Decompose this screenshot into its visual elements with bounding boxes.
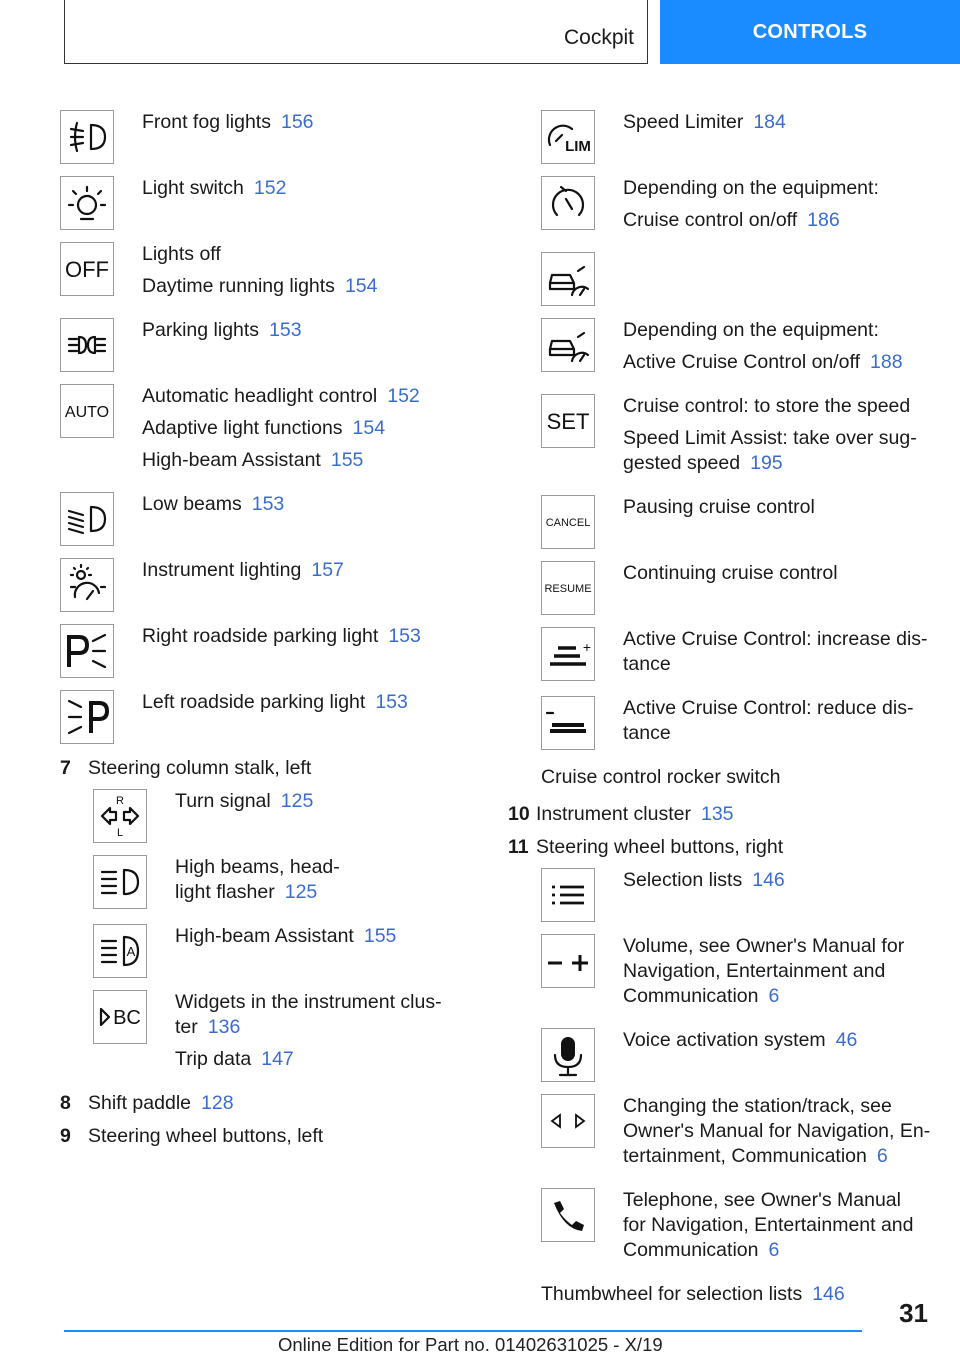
item-label: Active Cruise Control: increase dis- tance	[623, 628, 928, 675]
thumbwheel-caption: Thumbwheel for selection lists 146	[541, 1283, 845, 1305]
legend-item	[541, 934, 938, 1016]
footer-edition: Online Edition for Part no. 01402631025 - X/19	[278, 1334, 663, 1355]
item-label: Trip data	[175, 1048, 252, 1070]
page-link[interactable]: 125	[284, 881, 318, 903]
legend-item-text	[142, 492, 284, 524]
legend-item	[93, 855, 480, 912]
legend-item-text	[142, 384, 420, 480]
legend-item	[541, 561, 938, 615]
front-fog-light-icon	[61, 111, 113, 163]
page-link[interactable]: 153	[388, 625, 421, 647]
cruise-control-icon	[542, 177, 594, 229]
page-link[interactable]: 153	[269, 319, 302, 341]
legend-item-text	[623, 561, 838, 593]
turn-signal-icon	[93, 789, 147, 843]
page-link[interactable]: 6	[768, 1239, 780, 1261]
legend-item	[60, 318, 480, 372]
light-switch-icon	[60, 176, 114, 230]
left-parking-light-icon	[60, 690, 114, 744]
active-cruise-icon	[541, 252, 595, 306]
section-10: 10 Instrument cluster 135	[508, 803, 734, 825]
item-label: Instrument lighting	[142, 559, 302, 581]
speed-limiter-icon	[541, 110, 595, 164]
legend-item	[541, 318, 938, 382]
page-number: 31	[899, 1298, 928, 1328]
item-label: Adaptive light functions	[142, 417, 343, 439]
page-link[interactable]: 195	[750, 452, 783, 474]
item-label: Active Cruise Control on/off	[623, 351, 860, 373]
high-beam-assistant-icon	[94, 925, 146, 977]
item-line	[623, 561, 838, 586]
active-cruise-icon	[542, 253, 594, 305]
svg-text:BC: BC	[113, 1007, 141, 1029]
legend-item-text	[623, 1094, 930, 1176]
page-link[interactable]: 136	[207, 1016, 241, 1038]
set-icon	[542, 395, 594, 447]
page-link[interactable]: 153	[375, 691, 408, 713]
legend-item	[541, 1188, 938, 1270]
header-frame	[64, 0, 648, 64]
light-switch-icon	[61, 177, 113, 229]
item-label: High beams, head- light flasher	[175, 856, 340, 903]
page-link[interactable]: 128	[201, 1092, 234, 1114]
page-link[interactable]: 46	[835, 1029, 858, 1051]
item-line	[623, 394, 917, 419]
item-label: Parking lights	[142, 319, 260, 341]
item-label: Right roadside parking light	[142, 625, 379, 647]
legend-item-text	[175, 855, 340, 912]
legend-item	[541, 627, 938, 684]
item-label: Continuing cruise control	[623, 562, 838, 584]
auto-icon	[60, 384, 114, 438]
item-label: Cruise control on/off	[623, 209, 798, 231]
page-link[interactable]: 186	[807, 209, 840, 231]
item-line	[175, 789, 313, 814]
item-line	[623, 934, 904, 1009]
page-link[interactable]: 153	[251, 493, 285, 515]
item-line	[142, 176, 286, 201]
legend-item	[541, 394, 938, 483]
legend-item-text	[623, 495, 815, 527]
page-link[interactable]: 146	[812, 1283, 845, 1305]
off-icon	[61, 243, 113, 295]
page-link[interactable]: 6	[768, 985, 780, 1007]
legend-item	[541, 110, 938, 164]
auto-icon	[61, 385, 113, 437]
legend-item	[60, 176, 480, 230]
item-label: Low beams	[142, 493, 242, 515]
item-label: High-beam Assistant	[175, 925, 354, 947]
legend-item-text	[142, 558, 344, 590]
page-link[interactable]: 157	[311, 559, 344, 581]
left-parking-light-icon	[61, 691, 113, 743]
item-line	[142, 384, 420, 409]
active-cruise-icon	[541, 318, 595, 372]
legend-item	[93, 924, 480, 978]
selection-list-icon	[541, 868, 595, 922]
resume-icon	[541, 561, 595, 615]
page-link[interactable]: 152	[253, 177, 287, 199]
legend-item-text	[623, 394, 917, 483]
page-link[interactable]: 135	[700, 803, 734, 825]
legend-item	[60, 690, 480, 744]
item-line	[623, 1094, 930, 1169]
legend-item-text	[623, 627, 928, 684]
item-line	[142, 274, 377, 299]
right-column	[508, 110, 938, 1319]
item-line	[142, 242, 377, 267]
page-link[interactable]: 6	[876, 1145, 888, 1167]
item-label: Lights off	[142, 243, 221, 265]
svg-text:CANCEL: CANCEL	[545, 516, 591, 529]
item-label: Cruise control: to store the speed	[623, 395, 911, 417]
svg-text:+: +	[582, 639, 592, 655]
legend-item-text	[142, 318, 302, 350]
legend-item	[60, 384, 480, 480]
item-line	[623, 696, 913, 746]
page-link[interactable]: 155	[330, 449, 364, 471]
legend-item	[541, 868, 938, 922]
turn-signal-icon	[94, 790, 146, 842]
item-label: Turn signal	[175, 790, 271, 812]
legend-item	[541, 1028, 938, 1082]
page-link[interactable]: 156	[280, 111, 314, 133]
legend-item	[60, 242, 480, 306]
page-link[interactable]: 152	[387, 385, 420, 407]
item-line	[142, 318, 302, 343]
legend-item-text	[623, 696, 913, 753]
microphone-icon	[541, 1028, 595, 1082]
item-line	[175, 855, 340, 905]
off-icon	[60, 242, 114, 296]
item-label: Speed Limiter	[623, 111, 744, 133]
page-link[interactable]: 154	[352, 417, 386, 439]
page-link[interactable]: 184	[753, 111, 786, 133]
telephone-icon	[541, 1188, 595, 1242]
svg-text:OFF: OFF	[65, 256, 109, 282]
legend-item-text	[623, 1028, 857, 1060]
volume-icon	[541, 934, 595, 988]
item-line	[142, 492, 284, 517]
parking-lights-icon	[61, 319, 113, 371]
section-8: 8 Shift paddle 128	[60, 1092, 234, 1114]
item-label: Light switch	[142, 177, 244, 199]
active-cruise-icon	[542, 319, 594, 371]
item-line	[623, 1028, 857, 1053]
page-link[interactable]: 147	[261, 1048, 294, 1070]
item-line	[142, 416, 420, 441]
item-label: Front fog lights	[142, 111, 271, 133]
item-label: Automatic headlight control	[142, 385, 378, 407]
item-line	[142, 624, 421, 649]
parking-lights-icon	[60, 318, 114, 372]
item-label: Voice activation system	[623, 1029, 826, 1051]
instrument-lighting-icon	[60, 558, 114, 612]
legend-item-text	[142, 110, 314, 142]
item-label: Selection lists	[623, 869, 743, 891]
item-line	[623, 495, 815, 520]
rocker-switch-caption: Cruise control rocker switch	[541, 766, 781, 788]
bc-icon	[94, 991, 146, 1043]
svg-text:AUTO: AUTO	[64, 403, 110, 421]
legend-item	[541, 696, 938, 753]
item-label: Depending on the equipment:	[623, 177, 879, 199]
legend-item	[60, 624, 480, 678]
legend-item	[93, 990, 480, 1079]
distance-increase-icon	[541, 627, 595, 681]
item-line	[142, 110, 314, 135]
legend-item	[541, 1094, 938, 1176]
item-line	[142, 558, 344, 583]
section-7: 7 Steering column stalk, left	[60, 757, 312, 779]
item-line	[623, 318, 903, 343]
item-label: Daytime running lights	[142, 275, 335, 297]
legend-item-text	[623, 1188, 914, 1270]
legend-item-text	[142, 624, 421, 656]
distance-decrease-icon	[542, 697, 594, 749]
distance-decrease-icon	[541, 696, 595, 750]
item-line	[623, 110, 786, 135]
svg-text:RESUME: RESUME	[544, 582, 592, 595]
speed-limiter-icon	[542, 111, 594, 163]
right-parking-light-icon	[61, 625, 113, 677]
item-line	[623, 1188, 914, 1263]
section-title: Cockpit	[563, 26, 634, 49]
item-line	[623, 350, 903, 375]
item-line	[142, 690, 408, 715]
left-column	[60, 110, 480, 1157]
instrument-lighting-icon	[61, 559, 113, 611]
legend-item	[60, 110, 480, 164]
cruise-control-icon	[541, 176, 595, 230]
front-fog-light-icon	[60, 110, 114, 164]
legend-item-text	[142, 690, 408, 722]
item-label: Depending on the equipment:	[623, 319, 879, 341]
item-label: High-beam Assistant	[142, 449, 321, 471]
high-beams-icon	[93, 855, 147, 909]
bc-icon	[93, 990, 147, 1044]
item-line	[623, 176, 879, 201]
item-label: Pausing cruise control	[623, 496, 815, 518]
cancel-icon	[542, 496, 594, 548]
telephone-icon	[542, 1189, 594, 1241]
station-track-icon	[541, 1094, 595, 1148]
legend-item	[60, 492, 480, 546]
item-label: Left roadside parking light	[142, 691, 366, 713]
legend-item-text	[175, 789, 313, 821]
microphone-icon	[542, 1029, 594, 1081]
item-line	[175, 1047, 442, 1072]
item-line	[623, 627, 928, 677]
item-line	[623, 868, 785, 893]
legend-item-text	[623, 110, 786, 142]
low-beams-icon	[61, 493, 113, 545]
item-label: Volume, see Owner's Manual for Navigation, Entertainment and Communication	[623, 935, 905, 1007]
legend-item	[541, 252, 938, 306]
section-11: 11 Steering wheel buttons, right	[508, 836, 784, 858]
legend-item-text	[623, 176, 879, 240]
chapter-tab: CONTROLS	[660, 0, 960, 64]
item-line	[142, 448, 420, 473]
legend-item	[93, 789, 480, 843]
svg-text:A: A	[126, 944, 136, 959]
item-label: Active Cruise Control: reduce dis- tance	[623, 697, 914, 744]
item-line	[175, 924, 396, 949]
legend-item-text	[142, 242, 377, 306]
legend-item-text	[175, 924, 396, 956]
legend-item-text	[623, 934, 904, 1016]
page-link[interactable]: 155	[363, 925, 397, 947]
legend-item	[60, 558, 480, 612]
svg-text:L: L	[116, 827, 124, 839]
distance-increase-icon	[542, 628, 594, 680]
legend-item-text	[623, 318, 903, 382]
station-track-icon	[542, 1095, 594, 1147]
svg-text:R: R	[116, 795, 124, 807]
page-link[interactable]: 188	[870, 351, 903, 373]
high-beams-icon	[94, 856, 146, 908]
right-parking-light-icon	[60, 624, 114, 678]
page-link[interactable]: 146	[752, 869, 785, 891]
legend-item-text	[623, 868, 785, 900]
set-icon	[541, 394, 595, 448]
legend-item	[541, 495, 938, 549]
item-line	[623, 208, 879, 233]
svg-text:SET: SET	[546, 408, 590, 434]
legend-item	[541, 176, 938, 240]
item-label: Speed Limit Assist: take over sug- gested speed	[623, 427, 917, 474]
item-line	[623, 426, 917, 476]
page-link[interactable]: 125	[280, 790, 314, 812]
resume-icon	[542, 562, 594, 614]
high-beam-assistant-icon	[93, 924, 147, 978]
legend-item-text	[175, 990, 442, 1079]
low-beams-icon	[60, 492, 114, 546]
page-link[interactable]: 154	[344, 275, 378, 297]
section-9: 9 Steering wheel buttons, left	[60, 1125, 324, 1147]
volume-icon	[542, 935, 594, 987]
cancel-icon	[541, 495, 595, 549]
legend-item-text	[142, 176, 286, 208]
svg-text:LIM: LIM	[565, 138, 591, 155]
item-label: Changing the station/track, see Owner's Manual for Navigation, En- tertainment, Communication	[623, 1095, 931, 1167]
footer-divider	[64, 1330, 862, 1332]
item-label: Telephone, see Owner's Manual for Navigation, Entertainment and Communication	[623, 1189, 914, 1261]
item-line	[175, 990, 442, 1040]
selection-list-icon	[542, 869, 594, 921]
item-label: Widgets in the instrument clus- ter	[175, 991, 442, 1038]
